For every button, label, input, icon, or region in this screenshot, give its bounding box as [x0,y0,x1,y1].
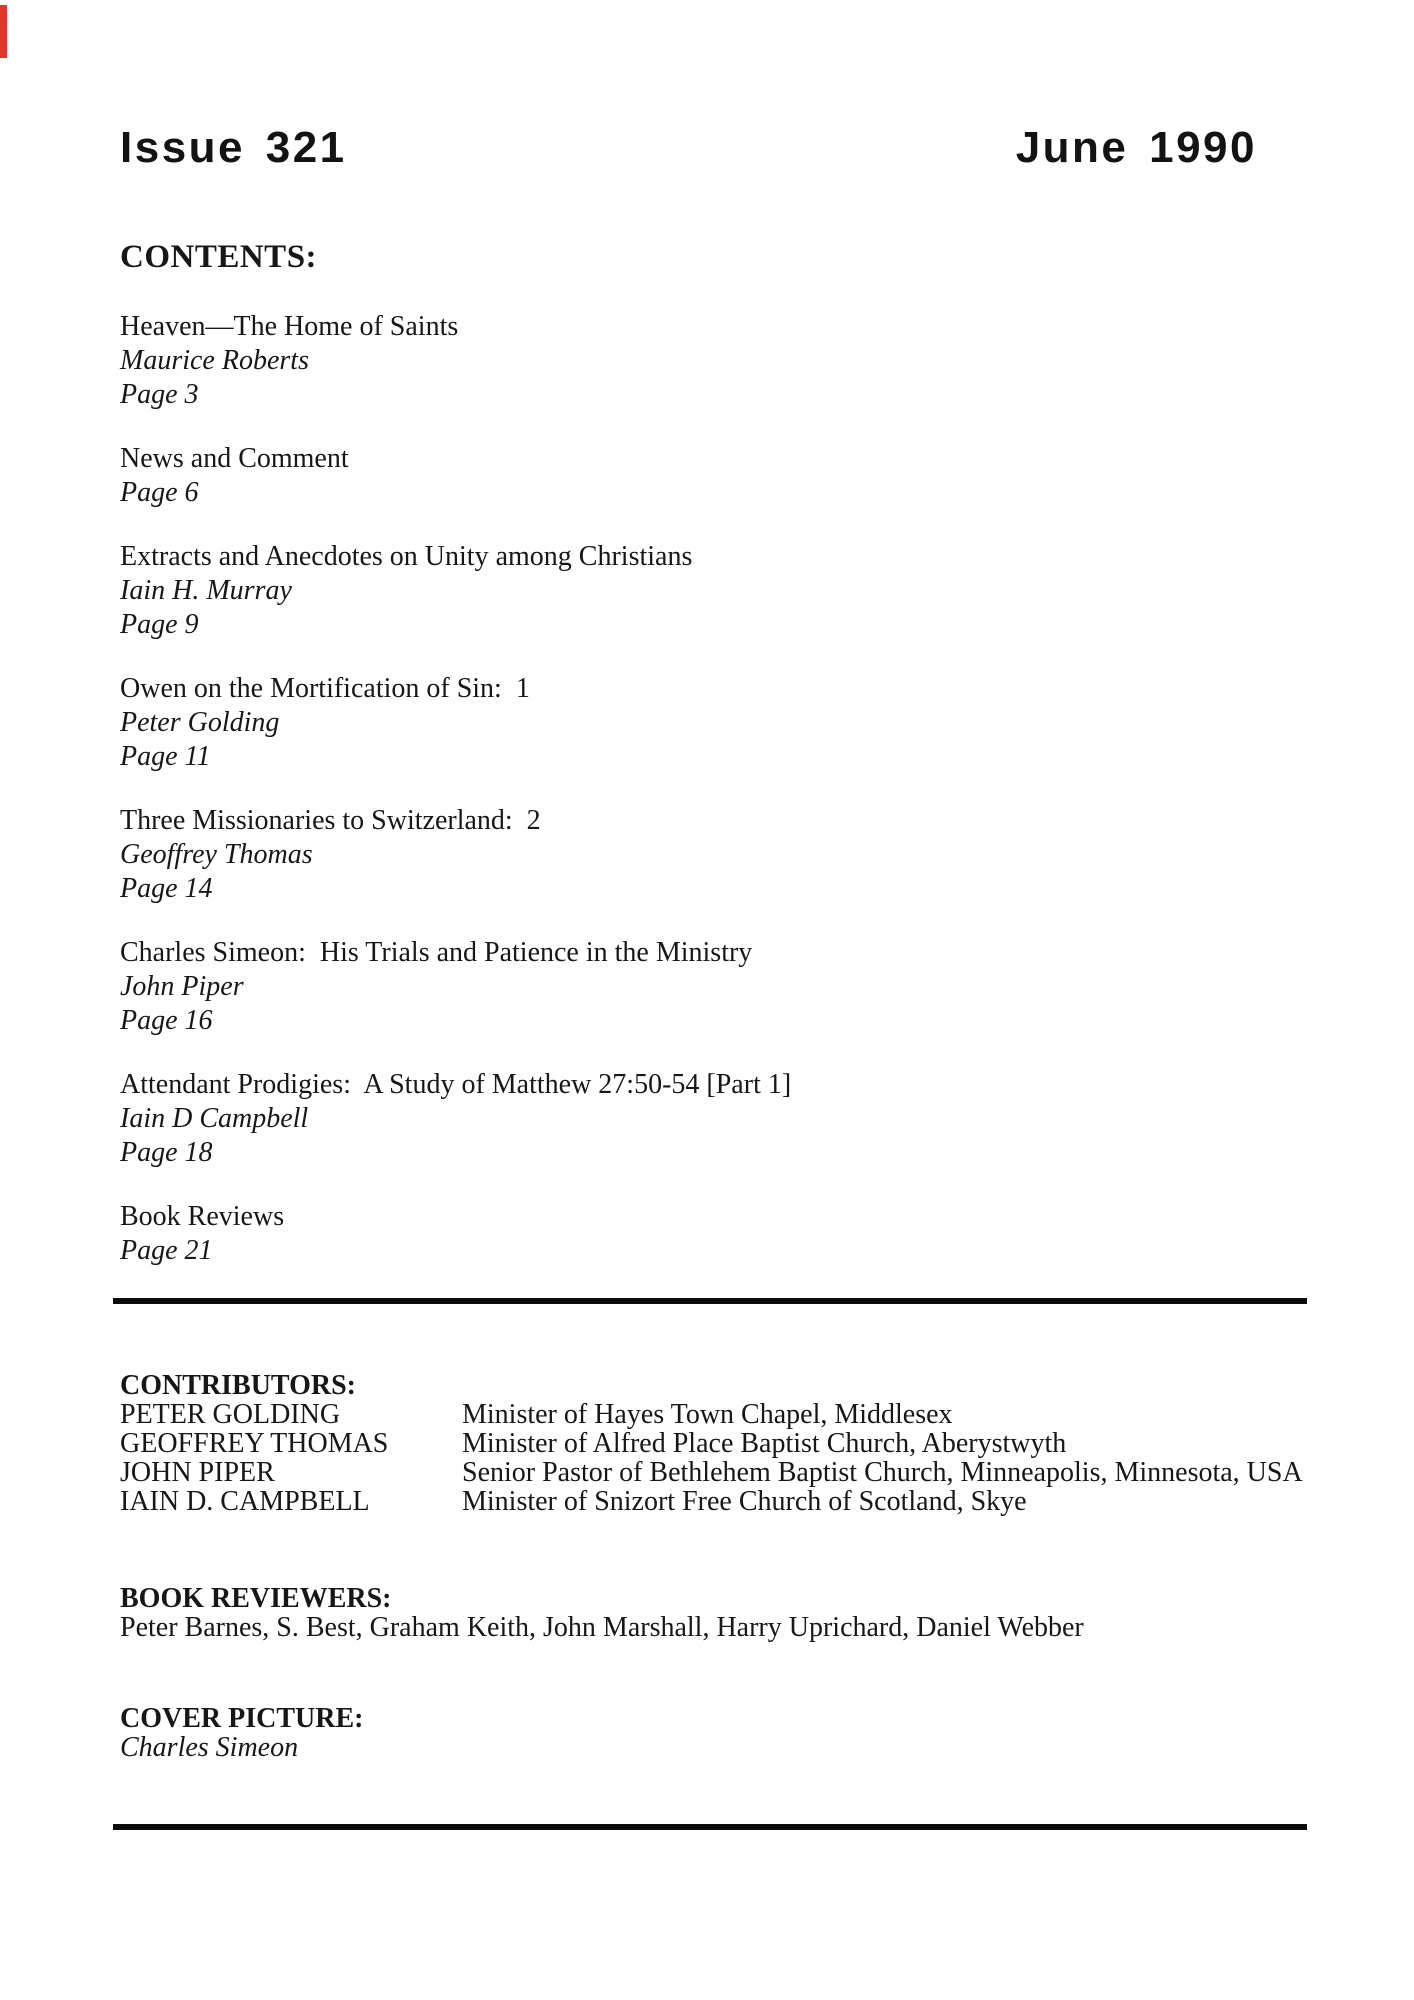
toc-title: Owen on the Mortification of Sin: 1 [120,673,530,704]
toc-entry [120,804,1306,906]
page-content [120,0,1306,1830]
toc-page: Page 21 [120,1235,213,1266]
contributor-name: IAIN D. CAMPBELL [120,1486,370,1517]
toc-entry [120,936,1306,1038]
contributor-name: GEOFFREY THOMAS [120,1428,389,1459]
toc-page: Page 18 [120,1137,213,1168]
toc-title: Attendant Prodigies: A Study of Matthew 27:50-54 [Part 1] [120,1069,792,1100]
toc-author: John Piper [120,971,244,1002]
toc-entry [120,672,1306,774]
cover-picture-heading: COVER PICTURE: [120,1703,364,1734]
toc-page: Page 16 [120,1005,213,1036]
toc-title: Book Reviews [120,1201,285,1232]
toc-page: Page 9 [120,609,199,640]
contributor-name: PETER GOLDING [120,1399,341,1430]
toc-title: News and Comment [120,443,349,474]
toc-author: Iain D Campbell [120,1103,309,1134]
toc-page: Page 3 [120,379,199,410]
book-reviewers-heading: BOOK REVIEWERS: [120,1583,392,1614]
toc-page: Page 14 [120,873,213,904]
contributor-role: Minister of Alfred Place Baptist Church, Aberystwyth [462,1428,1067,1459]
contributor-role: Minister of Hayes Town Chapel, Middlesex [462,1399,953,1430]
toc-entry [120,310,1306,412]
book-reviewers-names: Peter Barnes, S. Best, Graham Keith, John Marshall, Harry Uprichard, Daniel Webber [120,1612,1084,1643]
toc-page: Page 11 [120,741,211,772]
toc-entry [120,1200,1306,1268]
toc-author: Peter Golding [120,707,280,738]
toc-author: Maurice Roberts [120,345,309,376]
table-of-contents [120,310,1306,1268]
red-corner-mark [0,5,7,58]
issue-label: Issue 321 [120,123,347,172]
contributors-heading: CONTRIBUTORS: [120,1370,356,1401]
contributor-role: Senior Pastor of Bethlehem Baptist Church, Minneapolis, Minnesota, USA [462,1457,1303,1488]
toc-author: Geoffrey Thomas [120,839,313,870]
toc-entry [120,540,1306,642]
contributor-row [120,1429,1306,1458]
divider-rule-top [113,1298,1307,1304]
toc-title: Three Missionaries to Switzerland: 2 [120,805,541,836]
toc-author: Iain H. Murray [120,575,292,606]
contributor-row [120,1400,1306,1429]
contents-heading: CONTENTS: [120,239,318,275]
page-header [120,0,1306,170]
contributor-row [120,1487,1306,1516]
contributor-role: Minister of Snizort Free Church of Scotland, Skye [462,1486,1027,1517]
contributor-name: JOHN PIPER [120,1457,275,1488]
toc-entry [120,1068,1306,1170]
contributor-row [120,1458,1306,1487]
toc-title: Charles Simeon: His Trials and Patience in the Ministry [120,937,753,968]
toc-page: Page 6 [120,477,199,508]
divider-rule-bottom [113,1824,1307,1830]
toc-title: Heaven—The Home of Saints [120,311,459,342]
date-label: June 1990 [1015,123,1257,172]
toc-title: Extracts and Anecdotes on Unity among Christians [120,541,693,572]
toc-entry [120,442,1306,510]
cover-picture-caption: Charles Simeon [120,1732,299,1763]
